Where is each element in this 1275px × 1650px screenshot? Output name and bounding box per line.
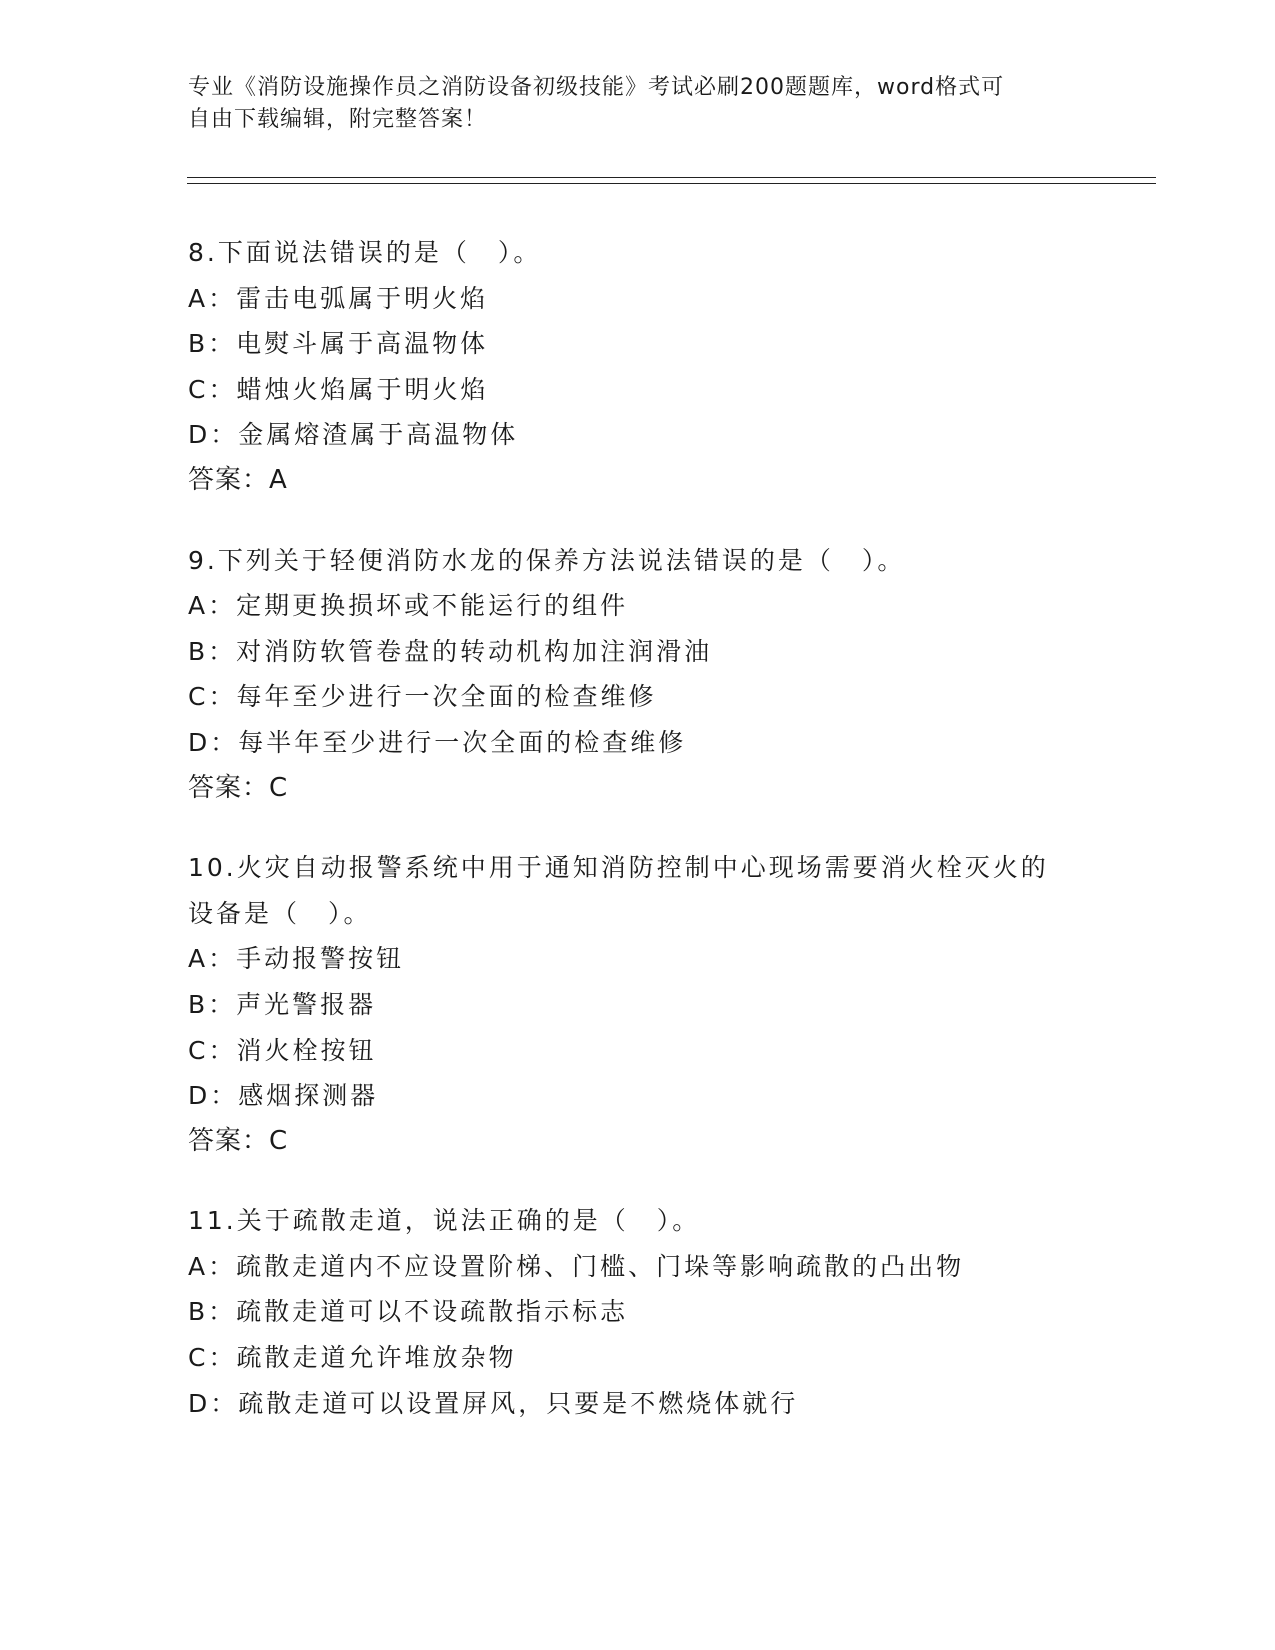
option-a: A：雷击电弧属于明火焰 [188,283,489,313]
question-9 [188,538,1088,812]
header-double-rule [187,177,1156,184]
option-c: C：每年至少进行一次全面的检查维修 [188,682,657,712]
answer-line: 答案：A [188,464,288,495]
option-c: C：消火栓按钮 [188,1035,377,1065]
question-11 [188,1198,1088,1426]
option-b: B：电熨斗属于高温物体 [188,329,489,359]
question-list [188,230,1088,1460]
header-text-line-1: 专业《消防设施操作员之消防设备初级技能》考试必刷200题题库，word格式可 [188,75,1005,100]
question-stem: 8.下面说法错误的是（ ）。 [188,238,542,267]
option-d: D：疏散走道可以设置屏风，只要是不燃烧体就行 [188,1388,799,1418]
option-b: B：对消防软管卷盘的转动机构加注润滑油 [188,636,713,666]
question-stem: 11.关于疏散走道，说法正确的是（ ）。 [188,1206,701,1236]
option-d: D：感烟探测器 [188,1081,379,1111]
header-text-line-2: 自由下载编辑，附完整答案！ [188,107,488,132]
document-header [188,72,1088,136]
answer-line: 答案：C [188,1125,289,1156]
answer-line: 答案：C [188,772,289,803]
question-10 [188,845,1088,1164]
option-d: D：每半年至少进行一次全面的检查维修 [188,727,687,757]
option-c: C：疏散走道允许堆放杂物 [188,1343,517,1373]
option-a: A：疏散走道内不应设置阶梯、门槛、门垛等影响疏散的凸出物 [188,1251,965,1281]
option-a: A：手动报警按钮 [188,944,405,974]
question-stem: 10.火灾自动报警系统中用于通知消防控制中心现场需要消火栓灭火的 [188,853,1049,883]
option-b: B：声光警报器 [188,989,377,1019]
question-stem-continued: 设备是（ ）。 [188,898,372,928]
option-b: B：疏散走道可以不设疏散指示标志 [188,1297,629,1327]
question-stem: 9.下列关于轻便消防水龙的保养方法说法错误的是（ ）。 [188,545,906,575]
option-a: A：定期更换损坏或不能运行的组件 [188,591,629,621]
option-c: C：蜡烛火焰属于明火焰 [188,374,489,404]
option-d: D：金属熔渣属于高温物体 [188,420,519,450]
question-8 [188,230,1088,504]
